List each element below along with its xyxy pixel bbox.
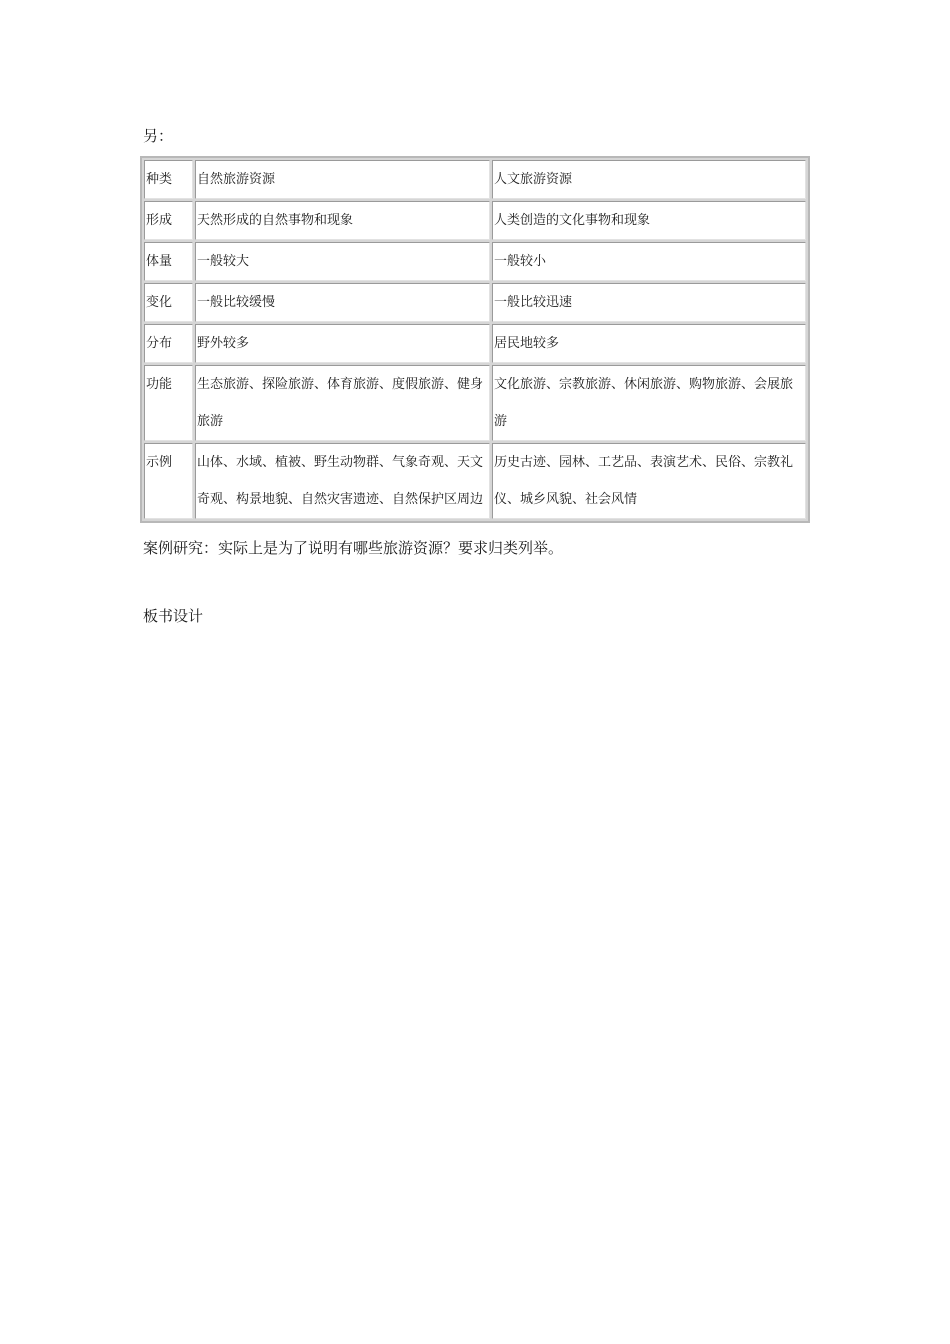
table-row — [144, 365, 806, 441]
comparison-table-grid — [142, 158, 808, 521]
table-cell-cultural: 一般较小 — [492, 242, 806, 281]
table-row — [144, 201, 806, 240]
table-row — [144, 283, 806, 322]
table-row — [144, 160, 806, 199]
table-row — [144, 443, 806, 519]
table-cell-cultural: 人文旅游资源 — [492, 160, 806, 199]
table-cell-natural: 一般比较缓慢 — [195, 283, 490, 322]
table-cell-cultural: 文化旅游、宗教旅游、休闲旅游、购物旅游、会展旅游 — [492, 365, 806, 441]
table-cell-key: 种类 — [144, 160, 193, 199]
table-cell-natural: 山体、水域、植被、野生动物群、气象奇观、天文奇观、构景地貌、自然灾害遗迹、自然保护区周边 — [195, 443, 490, 519]
intro-label: 另： — [143, 127, 174, 145]
table-row — [144, 324, 806, 363]
table-cell-key: 功能 — [144, 365, 193, 441]
table-cell-cultural: 历史古迹、园林、工艺品、表演艺术、民俗、宗教礼仪、城乡风貌、社会风情 — [492, 443, 806, 519]
table-cell-natural: 一般较大 — [195, 242, 490, 281]
table-cell-natural: 天然形成的自然事物和现象 — [195, 201, 490, 240]
table-cell-cultural: 一般比较迅速 — [492, 283, 806, 322]
table-cell-natural: 生态旅游、探险旅游、体育旅游、度假旅游、健身旅游 — [195, 365, 490, 441]
table-cell-cultural: 居民地较多 — [492, 324, 806, 363]
board-design-heading: 板书设计 — [143, 607, 204, 625]
table-cell-cultural: 人类创造的文化事物和现象 — [492, 201, 806, 240]
table-cell-natural: 自然旅游资源 — [195, 160, 490, 199]
case-study-paragraph: 案例研究：实际上是为了说明有哪些旅游资源？要求归类列举。 — [143, 539, 564, 557]
table-cell-key: 形成 — [144, 201, 193, 240]
table-cell-key: 体量 — [144, 242, 193, 281]
table-cell-key: 变化 — [144, 283, 193, 322]
table-cell-natural: 野外较多 — [195, 324, 490, 363]
comparison-table — [140, 156, 810, 523]
table-cell-key: 分布 — [144, 324, 193, 363]
table-row — [144, 242, 806, 281]
table-cell-key: 示例 — [144, 443, 193, 519]
